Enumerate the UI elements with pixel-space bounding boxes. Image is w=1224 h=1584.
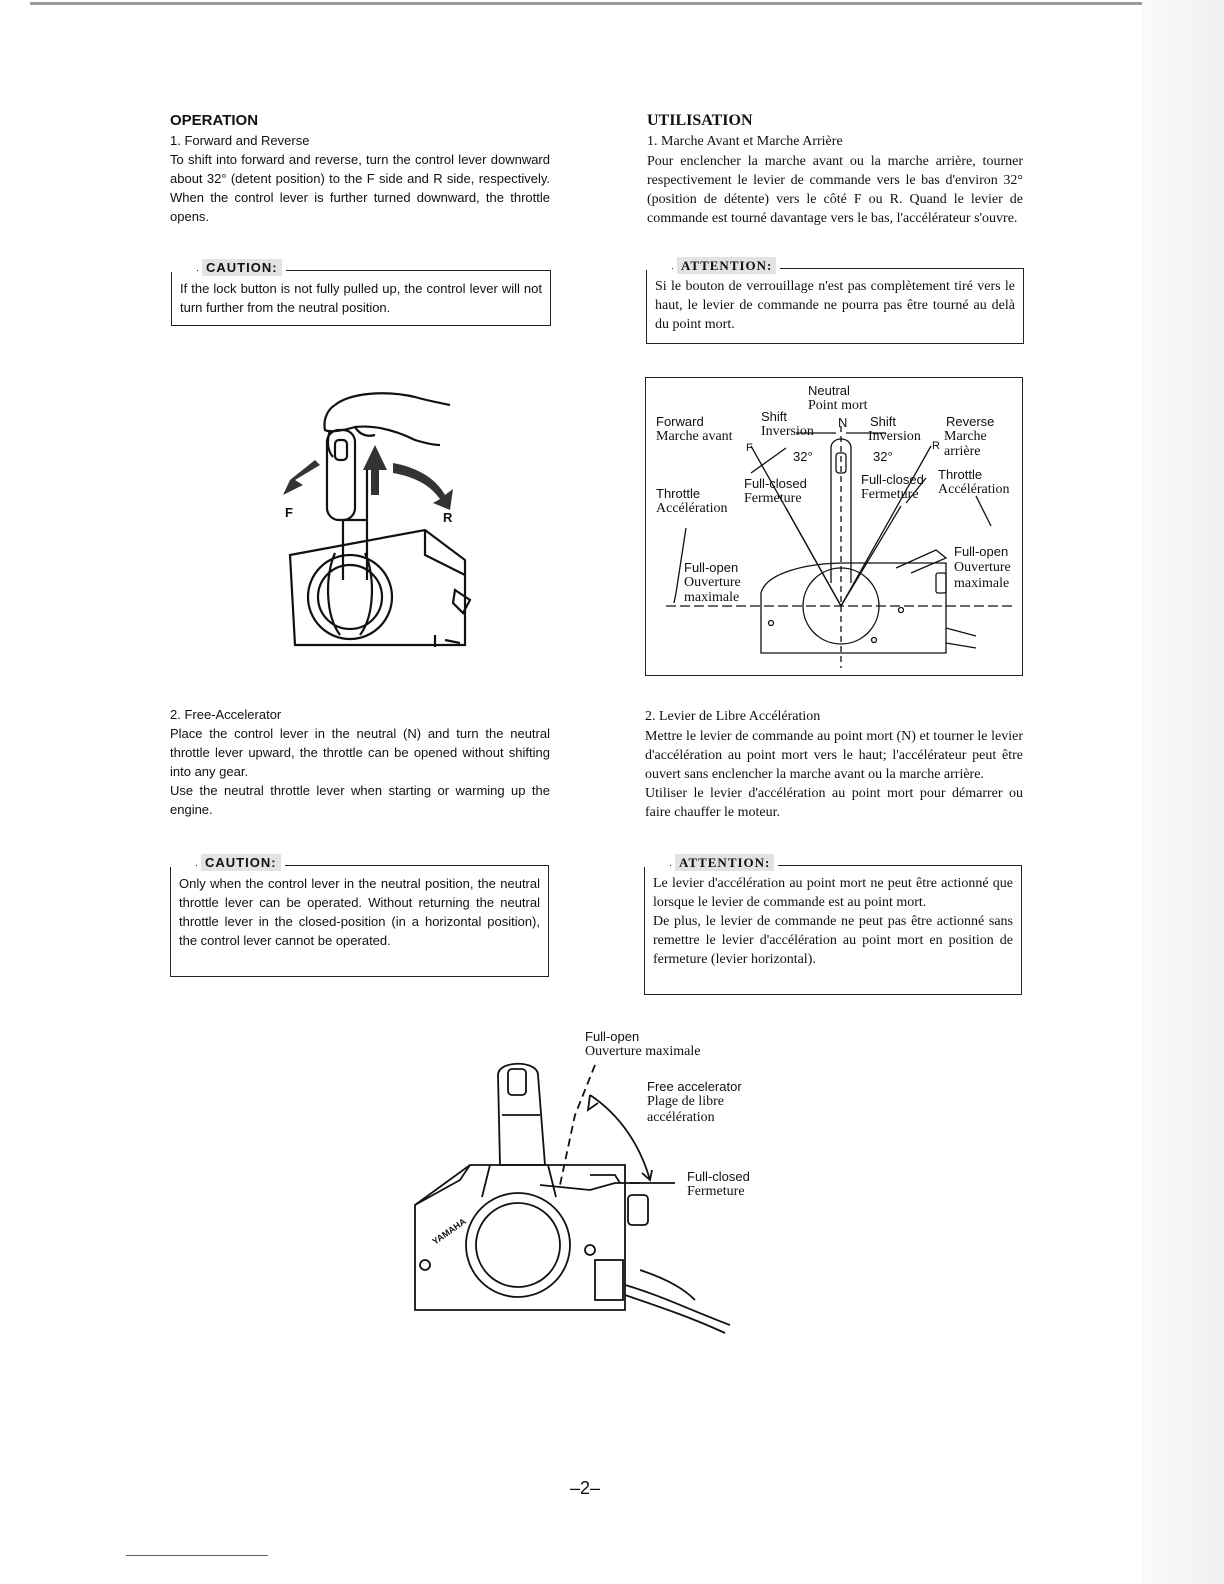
fig3-full-open-fr: Ouverture maximale [585,1044,701,1059]
fig1-label-r: R [443,510,453,525]
diag-inversion-left: Inversion [761,424,814,439]
caution-text-1: If the lock button is not fully pulled up, the control lever will not turn further from the neutral position. [180,281,542,315]
fig3-free-accelerator-fr2: accélération [647,1110,715,1125]
attention-box-2 [644,855,1022,995]
english-section-1 [170,112,550,226]
diag-acceleration-left: Accélération [656,501,728,516]
diag-full-closed-right: Full-closed [861,472,924,487]
attention-text-1: Si le bouton de verrouillage n'est pas complètement tiré vers le haut, le levier de commande ne pourra pas être tourné au delà du point mort. [655,279,1015,332]
diag-full-open-left: Full-open [684,560,739,575]
attention-text-2b: De plus, le levier de commande ne peut pas être actionné sans remettre le levier d'accélération au point mort en position de fermeture (levier horizontal). [653,914,1013,967]
yamaha-brand-label: YAMAHA [430,1216,468,1247]
diag-fermeture-right: Fermeture [861,487,919,502]
diag-inversion-right: Inversion [868,429,921,444]
top-edge-line [30,2,1142,5]
diag-r: R [932,440,940,452]
libre-acceleration-text-1: Mettre le levier de commande au point mort (N) et tourner le levier d'accélération au point mort vers le haut; l'accélérateur peut être ouvert sans enclencher la marche avant ou la marche arrière. [645,729,1023,782]
caution-label-1: CAUTION: [198,260,286,275]
fig1-label-f: F [285,505,293,520]
utilisation-heading: UTILISATION [647,112,753,129]
diag-forward: Forward [656,414,704,429]
fig3-free-accelerator-fr1: Plage de libre [647,1094,724,1109]
free-accelerator-title: 2. Free-Accelerator [170,707,282,722]
diag-maximale-right: maximale [954,576,1010,591]
diag-ouverture-right: Ouverture [954,560,1011,575]
french-section-2 [645,709,1023,822]
marche-text: Pour enclencher la marche avant ou la marche arrière, tourner respectivement le levier de commande vers le bas d'environ 32° (position de détente) vers le côté F ou R. Quand le levier de commande est tourné davantage vers le bas, l'accélérateur s'ouvre. [647,154,1023,226]
forward-reverse-title: 1. Forward and Reverse [170,133,310,148]
caution-box-2 [170,855,549,977]
free-accelerator-text-1: Place the control lever in the neutral (N) and turn the neutral throttle lever upward, the throttle can be opened without shifting into any gear. [170,726,550,779]
libre-acceleration-text-2: Utiliser le levier d'accélération au point mort pour démarrer ou faire chauffer le moteur. [645,786,1023,820]
diag-neutral-fr: Point mort [808,398,868,413]
fig3-full-open: Full-open [585,1029,640,1044]
french-section-1 [647,112,1023,228]
diag-deg-right: 32° [873,449,893,464]
page-number: –2– [570,1478,601,1498]
diag-full-open-right: Full-open [954,544,1009,559]
diag-forward-fr: Marche avant [656,429,733,444]
diag-ouverture-left: Ouverture [684,575,741,590]
attention-box-1 [646,258,1024,344]
fig3-full-closed: Full-closed [687,1169,750,1184]
operation-heading: OPERATION [170,112,259,129]
shift-diagram-frame [645,377,1023,676]
libre-acceleration-title: 2. Levier de Libre Accélération [645,709,821,724]
attention-text-2a: Le levier d'accélération au point mort ne peut être actionné que lorsque le levier de commande est au point mort. [653,876,1013,910]
hand-lever-illustration [275,385,495,655]
diag-n: N [838,415,848,430]
attention-label-2: ATTENTION: [671,855,778,871]
diag-maximale-left: maximale [684,590,740,605]
diag-fermeture-left: Fermeture [744,491,802,506]
forward-reverse-text: To shift into forward and reverse, turn the control lever downward about 32° (detent position) to the F side and R side, respectively. When the control lever is further turned downward, the throttle opens. [170,152,550,224]
diag-acceleration-right: Accélération [938,482,1010,497]
diag-throttle-right: Throttle [938,467,983,482]
page-edge-shadow [1142,0,1224,1584]
diag-shift-left: Shift [761,409,788,424]
attention-label-1: ATTENTION: [673,258,780,274]
diag-reverse: Reverse [946,414,995,429]
caution-text-2: Only when the control lever in the neutral position, the neutral throttle lever can be operated. Without returning the neutral throttle lever in the closed-position (in a horizontal position), the control lever cannot be operated. [179,876,540,948]
caution-label-2: CAUTION: [197,855,285,870]
diag-throttle-left: Throttle [656,486,701,501]
diag-deg-left: 32° [793,449,813,464]
diag-f: F [746,442,753,454]
fig3-full-closed-fr: Fermeture [687,1184,745,1199]
diag-shift-right: Shift [870,414,897,429]
free-accelerator-text-2: Use the neutral throttle lever when starting or warming up the engine. [170,783,550,817]
diag-reverse-fr2: arrière [944,444,981,459]
diag-full-closed-left: Full-closed [744,476,807,491]
diag-reverse-fr1: Marche [944,429,987,444]
english-section-2 [170,707,550,819]
caution-box-1 [171,260,551,326]
fig3-free-accelerator: Free accelerator [647,1079,742,1094]
diag-neutral: Neutral [808,383,850,398]
marche-title: 1. Marche Avant et Marche Arrière [647,134,843,149]
bottom-rule [126,1555,268,1556]
